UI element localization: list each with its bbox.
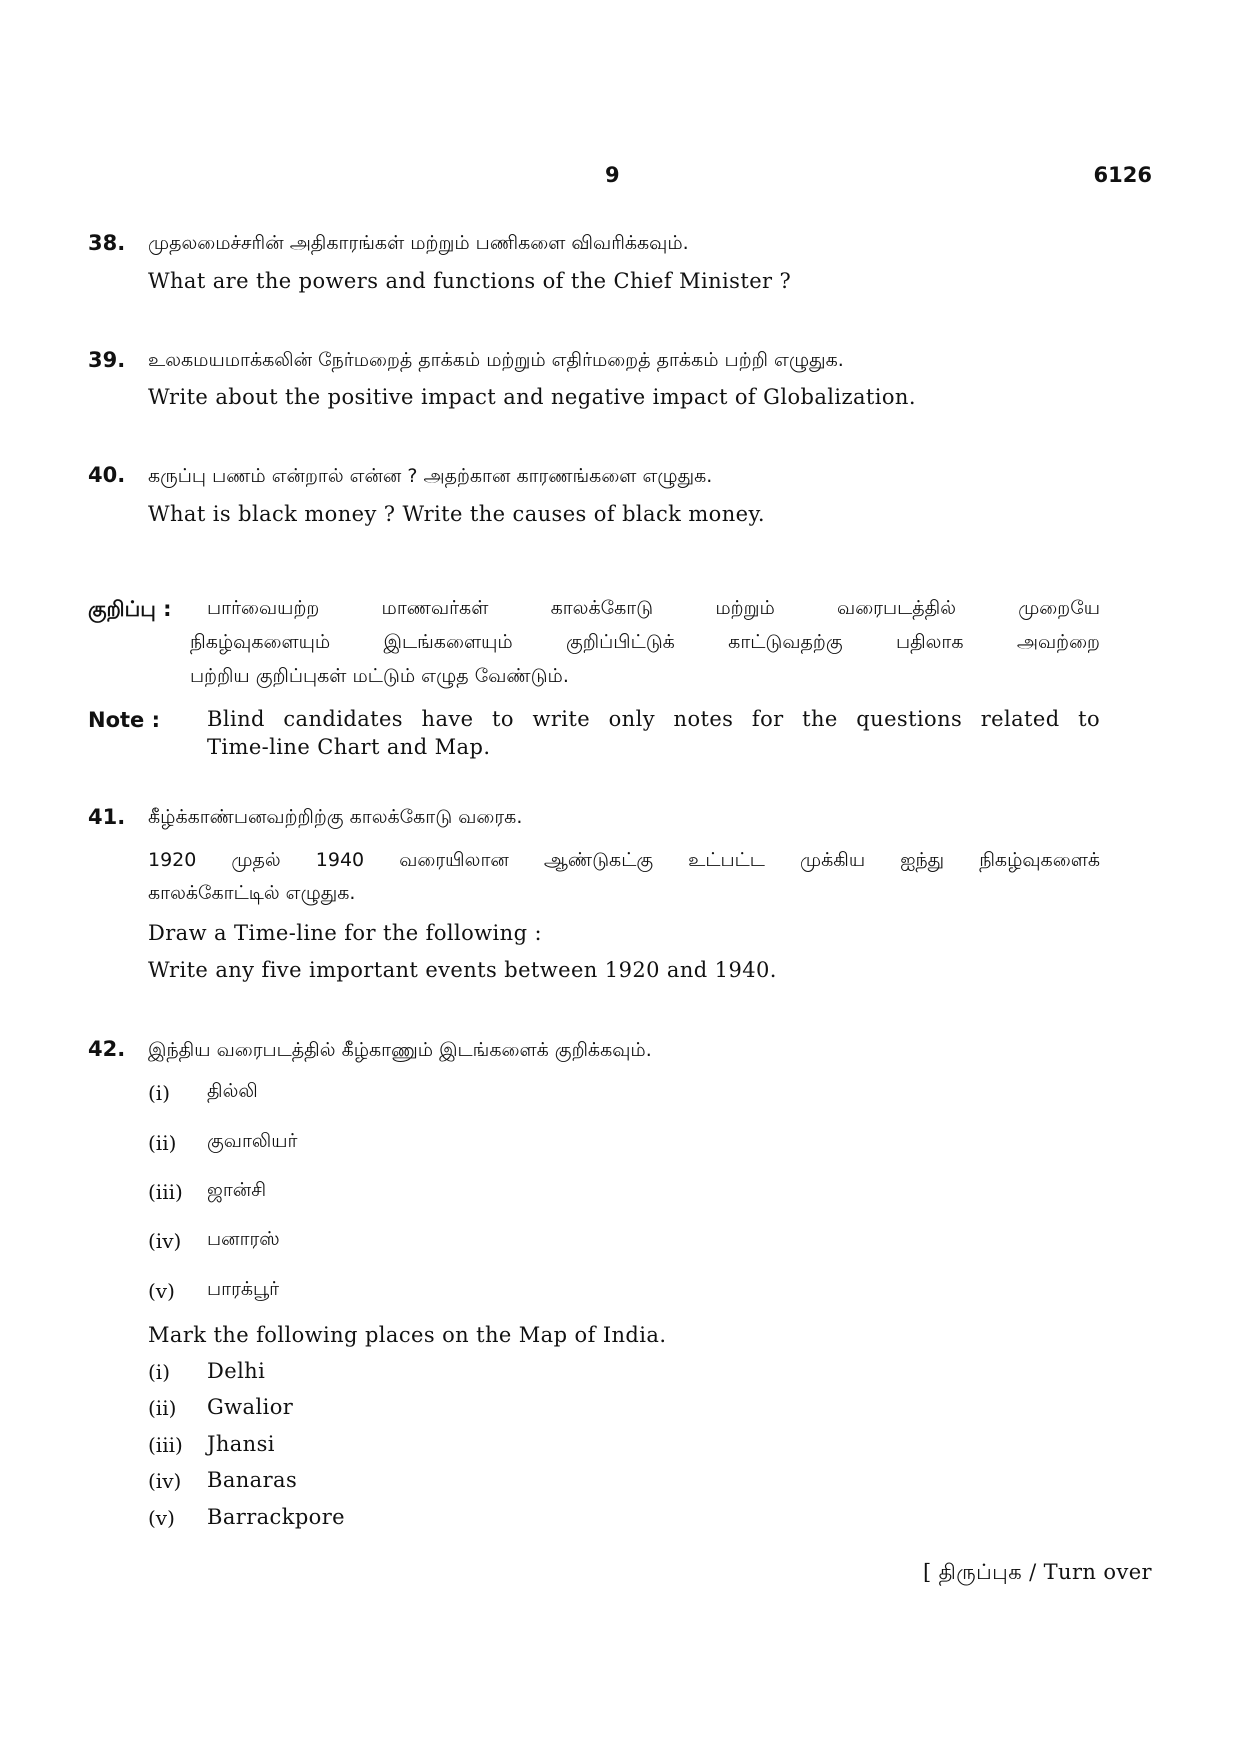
- list-item-roman: (i): [148, 1081, 171, 1105]
- turn-over-label: [ திருப்புக / Turn over: [923, 1560, 1152, 1584]
- list-item-roman: (ii): [148, 1396, 177, 1420]
- question-english: What are the powers and functions of the Chief Minister ?: [148, 269, 792, 293]
- note-tamil-line: பார்வையற்ற மாணவர்கள் காலக்கோடு மற்றும் வரைபடத்தில் முறையே: [207, 597, 1100, 619]
- list-item-roman: (v): [148, 1506, 175, 1530]
- question-english-heading: Draw a Time-line for the following :: [148, 921, 542, 945]
- list-item-tamil: குவாலியர்: [207, 1130, 298, 1152]
- list-item-roman: (i): [148, 1360, 171, 1384]
- note-english-line: Time-line Chart and Map.: [207, 735, 491, 759]
- list-item-tamil: தில்லி: [207, 1080, 258, 1102]
- list-item-english: Delhi: [207, 1359, 266, 1383]
- list-item-roman: (iv): [148, 1229, 182, 1253]
- list-item-tamil: பனாரஸ்: [207, 1228, 280, 1250]
- question-number: 40.: [88, 463, 126, 487]
- question-tamil: முதலமைச்சரின் அதிகாரங்கள் மற்றும் பணிகளை விவரிக்கவும்.: [148, 232, 689, 254]
- question-tamil: கருப்பு பணம் என்றால் என்ன ? அதற்கான காரணங்களை எழுதுக.: [148, 465, 713, 487]
- note-english-label: Note :: [88, 708, 160, 732]
- question-number: 42.: [88, 1037, 126, 1061]
- list-item-tamil: ஜான்சி: [207, 1179, 267, 1201]
- list-item-roman: (ii): [148, 1131, 177, 1155]
- list-item-english: Jhansi: [207, 1432, 275, 1456]
- question-tamil-line: காலக்கோட்டில் எழுதுக.: [148, 882, 356, 904]
- list-item-english: Barrackpore: [207, 1505, 345, 1529]
- question-tamil-heading: இந்திய வரைபடத்தில் கீழ்காணும் இடங்களைக் குறிக்கவும்.: [148, 1039, 652, 1061]
- question-english: Write about the positive impact and negative impact of Globalization.: [148, 385, 916, 409]
- list-item-roman: (iv): [148, 1469, 182, 1493]
- note-tamil-line: நிகழ்வுகளையும் இடங்களையும் குறிப்பிட்டுக் காட்டுவதற்கு பதிலாக அவற்றை: [190, 631, 1100, 653]
- paper-code: 6126: [1093, 163, 1152, 187]
- note-tamil-line: பற்றிய குறிப்புகள் மட்டும் எழுத வேண்டும்.: [190, 665, 569, 687]
- note-english-line: Blind candidates have to write only notes for the questions related to: [207, 707, 1100, 731]
- list-item-roman: (iii): [148, 1433, 183, 1457]
- list-item-english: Gwalior: [207, 1395, 294, 1419]
- note-tamil-label: குறிப்பு :: [88, 597, 172, 621]
- question-tamil-line: 1920 முதல் 1940 வரையிலான ஆண்டுகட்கு உட்பட்ட முக்கிய ஐந்து நிகழ்வுகளைக்: [148, 849, 1100, 871]
- list-item-roman: (iii): [148, 1180, 183, 1204]
- question-english-line: Write any five important events between 1920 and 1940.: [148, 958, 777, 982]
- question-number: 41.: [88, 805, 126, 829]
- question-number: 39.: [88, 348, 126, 372]
- list-item-english: Banaras: [207, 1468, 298, 1492]
- question-tamil-heading: கீழ்க்காண்பனவற்றிற்கு காலக்கோடு வரைக.: [148, 806, 523, 828]
- question-tamil: உலகமயமாக்கலின் நேர்மறைத் தாக்கம் மற்றும் எதிர்மறைத் தாக்கம் பற்றி எழுதுக.: [148, 349, 844, 371]
- question-english-heading: Mark the following places on the Map of India.: [148, 1323, 667, 1347]
- list-item-tamil: பாரக்பூர்: [207, 1278, 280, 1300]
- page-number: 9: [605, 163, 620, 187]
- question-number: 38.: [88, 231, 126, 255]
- list-item-roman: (v): [148, 1279, 175, 1303]
- question-english: What is black money ? Write the causes of black money.: [148, 502, 765, 526]
